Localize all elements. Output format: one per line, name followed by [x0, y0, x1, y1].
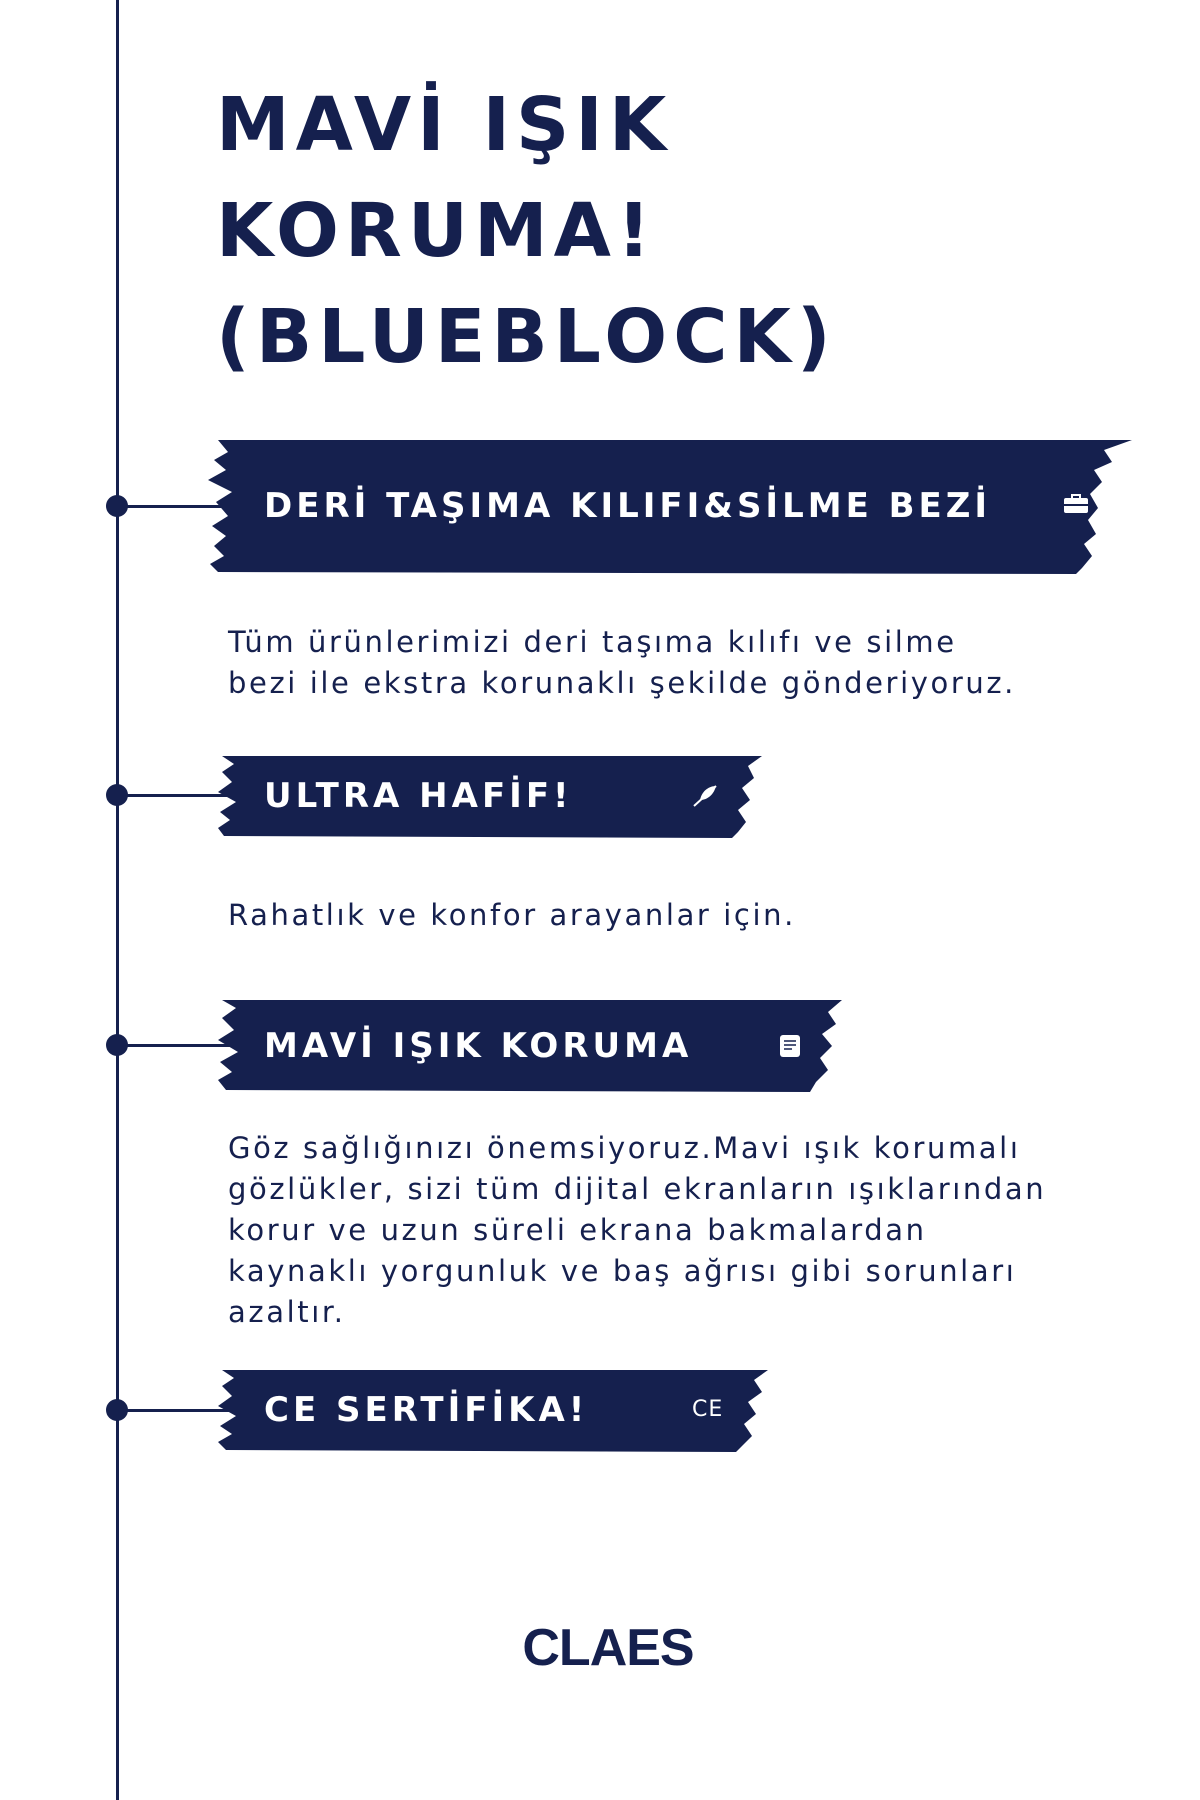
- description-line: Göz sağlığınızı önemsiyoruz.Mavi ışık korumalı: [228, 1131, 1021, 1165]
- timeline-line: [116, 0, 119, 1800]
- section-description: [228, 895, 796, 936]
- section-label: CE SERTİFİKA!: [264, 1390, 589, 1430]
- title-line-3: (BLUEBLOCK): [216, 294, 837, 380]
- page-title: [216, 72, 837, 390]
- title-line-2: KORUMA!: [216, 188, 657, 274]
- timeline-dot: [106, 495, 128, 517]
- timeline-dot: [106, 784, 128, 806]
- description-line: azaltır.: [228, 1295, 346, 1329]
- description-line: gözlükler, sizi tüm dijital ekranların ışıklarından: [228, 1172, 1047, 1206]
- section-description: [228, 1128, 1046, 1333]
- timeline-dot: [106, 1399, 128, 1421]
- description-line: korur ve uzun süreli ekrana bakmalardan: [228, 1213, 927, 1247]
- section-label: ULTRA HAFİF!: [264, 776, 573, 816]
- description-line: Tüm ürünlerimizi deri taşıma kılıfı ve silme: [228, 625, 957, 659]
- description-line: Rahatlık ve konfor arayanlar için.: [228, 898, 796, 932]
- brand-logo: CLAES: [522, 1619, 694, 1677]
- description-line: bezi ile ekstra korunaklı şekilde gönderiyoruz.: [228, 666, 1016, 700]
- ce-mark-icon: CE: [692, 1397, 724, 1422]
- section-label: MAVİ IŞIK KORUMA: [264, 1026, 693, 1066]
- timeline-dot: [106, 1034, 128, 1056]
- section-description: [228, 622, 1016, 704]
- section-label: DERİ TAŞIMA KILIFI&SİLME BEZİ: [264, 486, 992, 526]
- description-line: kaynaklı yorgunluk ve baş ağrısı gibi sorunları: [228, 1254, 1017, 1288]
- title-line-1: MAVİ IŞIK: [216, 82, 673, 168]
